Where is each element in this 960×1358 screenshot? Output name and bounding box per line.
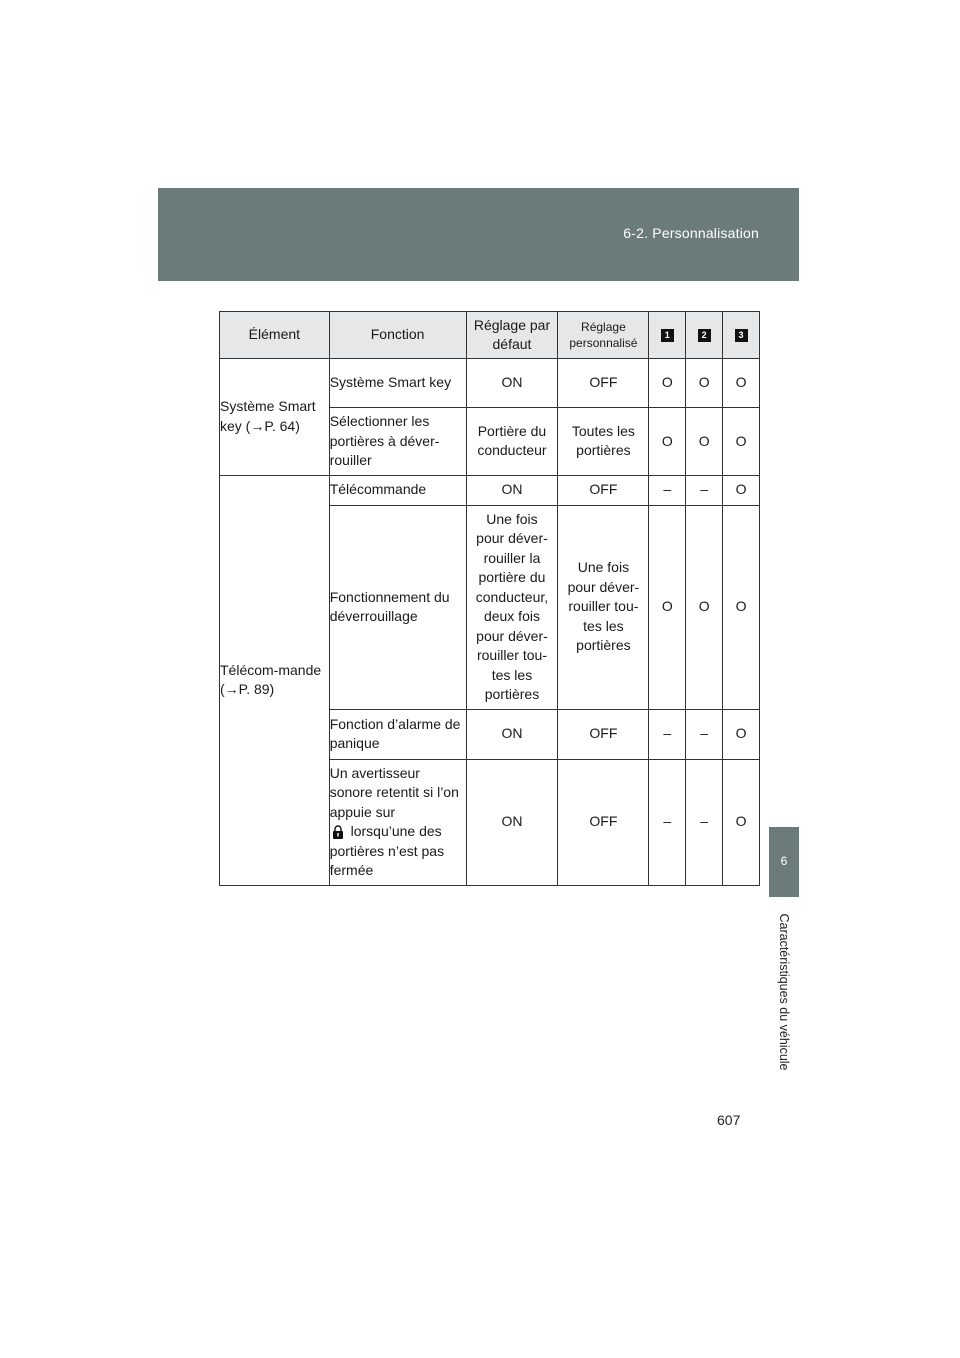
- col2-cell: O: [686, 359, 723, 408]
- defaut-cell: ON: [466, 759, 558, 885]
- defaut-cell: ON: [466, 475, 558, 505]
- col3-cell: O: [723, 408, 760, 476]
- col1-cell: O: [649, 359, 686, 408]
- table-row: [220, 475, 760, 505]
- element-telecommande: Télécom-mande (→P. 89): [220, 475, 330, 885]
- fonction-cell: Sélectionner les portières à déver-rouiller: [329, 408, 466, 476]
- defaut-cell: ON: [466, 709, 558, 759]
- col2-cell: O: [686, 408, 723, 476]
- col1-cell: –: [649, 475, 686, 505]
- fonction-text-after: lorsqu’une des portières n’est pas fermée: [329, 823, 445, 878]
- fonction-cell: Fonction d’alarme de panique: [329, 709, 466, 759]
- fonction-cell: [329, 759, 466, 885]
- perso-cell: Une fois pour déver-rouiller tou-tes les portières: [558, 505, 649, 709]
- defaut-cell: Une fois pour déver-rouiller la portière du conducteur, deux fois pour déver-rouiller tou-tes les portières: [466, 505, 558, 709]
- col2-cell: –: [686, 709, 723, 759]
- lock-icon: [332, 825, 344, 839]
- page-number: 607: [717, 1112, 741, 1128]
- header-element: Élément: [220, 312, 330, 359]
- chapter-number: 6: [780, 854, 788, 868]
- col2-cell: O: [686, 505, 723, 709]
- col2-cell: –: [686, 759, 723, 885]
- perso-cell: OFF: [558, 709, 649, 759]
- header-defaut: Réglage par défaut: [466, 312, 558, 359]
- section-title: 6-2. Personnalisation: [623, 225, 759, 241]
- col2-cell: –: [686, 475, 723, 505]
- col3-cell: O: [723, 475, 760, 505]
- element-smart-key: Système Smart key (→P. 64): [220, 359, 330, 476]
- col1-cell: –: [649, 759, 686, 885]
- number-3-icon: 3: [735, 329, 748, 342]
- header-perso: Réglage personnalisé: [558, 312, 649, 359]
- col1-cell: O: [649, 408, 686, 476]
- chapter-tab: [769, 827, 799, 897]
- perso-cell: OFF: [558, 475, 649, 505]
- table-header-row: [220, 312, 760, 359]
- fonction-cell: Télécommande: [329, 475, 466, 505]
- number-1-icon: 1: [661, 329, 674, 342]
- defaut-cell: Portière du conducteur: [466, 408, 558, 476]
- col3-cell: O: [723, 759, 760, 885]
- fonction-text-before: Un avertisseur sonore retentit si l’on appuie sur: [329, 764, 459, 820]
- perso-cell: OFF: [558, 759, 649, 885]
- col3-cell: O: [723, 709, 760, 759]
- col3-cell: O: [723, 505, 760, 709]
- col1-cell: O: [649, 505, 686, 709]
- defaut-cell: ON: [466, 359, 558, 408]
- header-col-1: [649, 312, 686, 359]
- header-col-3: [723, 312, 760, 359]
- perso-cell: OFF: [558, 359, 649, 408]
- settings-table: [219, 311, 760, 886]
- col1-cell: –: [649, 709, 686, 759]
- section-header-band: [158, 188, 799, 281]
- perso-cell: Toutes les portières: [558, 408, 649, 476]
- table-row: [220, 359, 760, 408]
- header-col-2: [686, 312, 723, 359]
- fonction-cell: Système Smart key: [329, 359, 466, 408]
- number-2-icon: 2: [698, 329, 711, 342]
- chapter-label: Caractéristiques du véhicule: [777, 913, 791, 1071]
- col3-cell: O: [723, 359, 760, 408]
- fonction-cell: Fonctionnement du déverrouillage: [329, 505, 466, 709]
- header-fonction: Fonction: [329, 312, 466, 359]
